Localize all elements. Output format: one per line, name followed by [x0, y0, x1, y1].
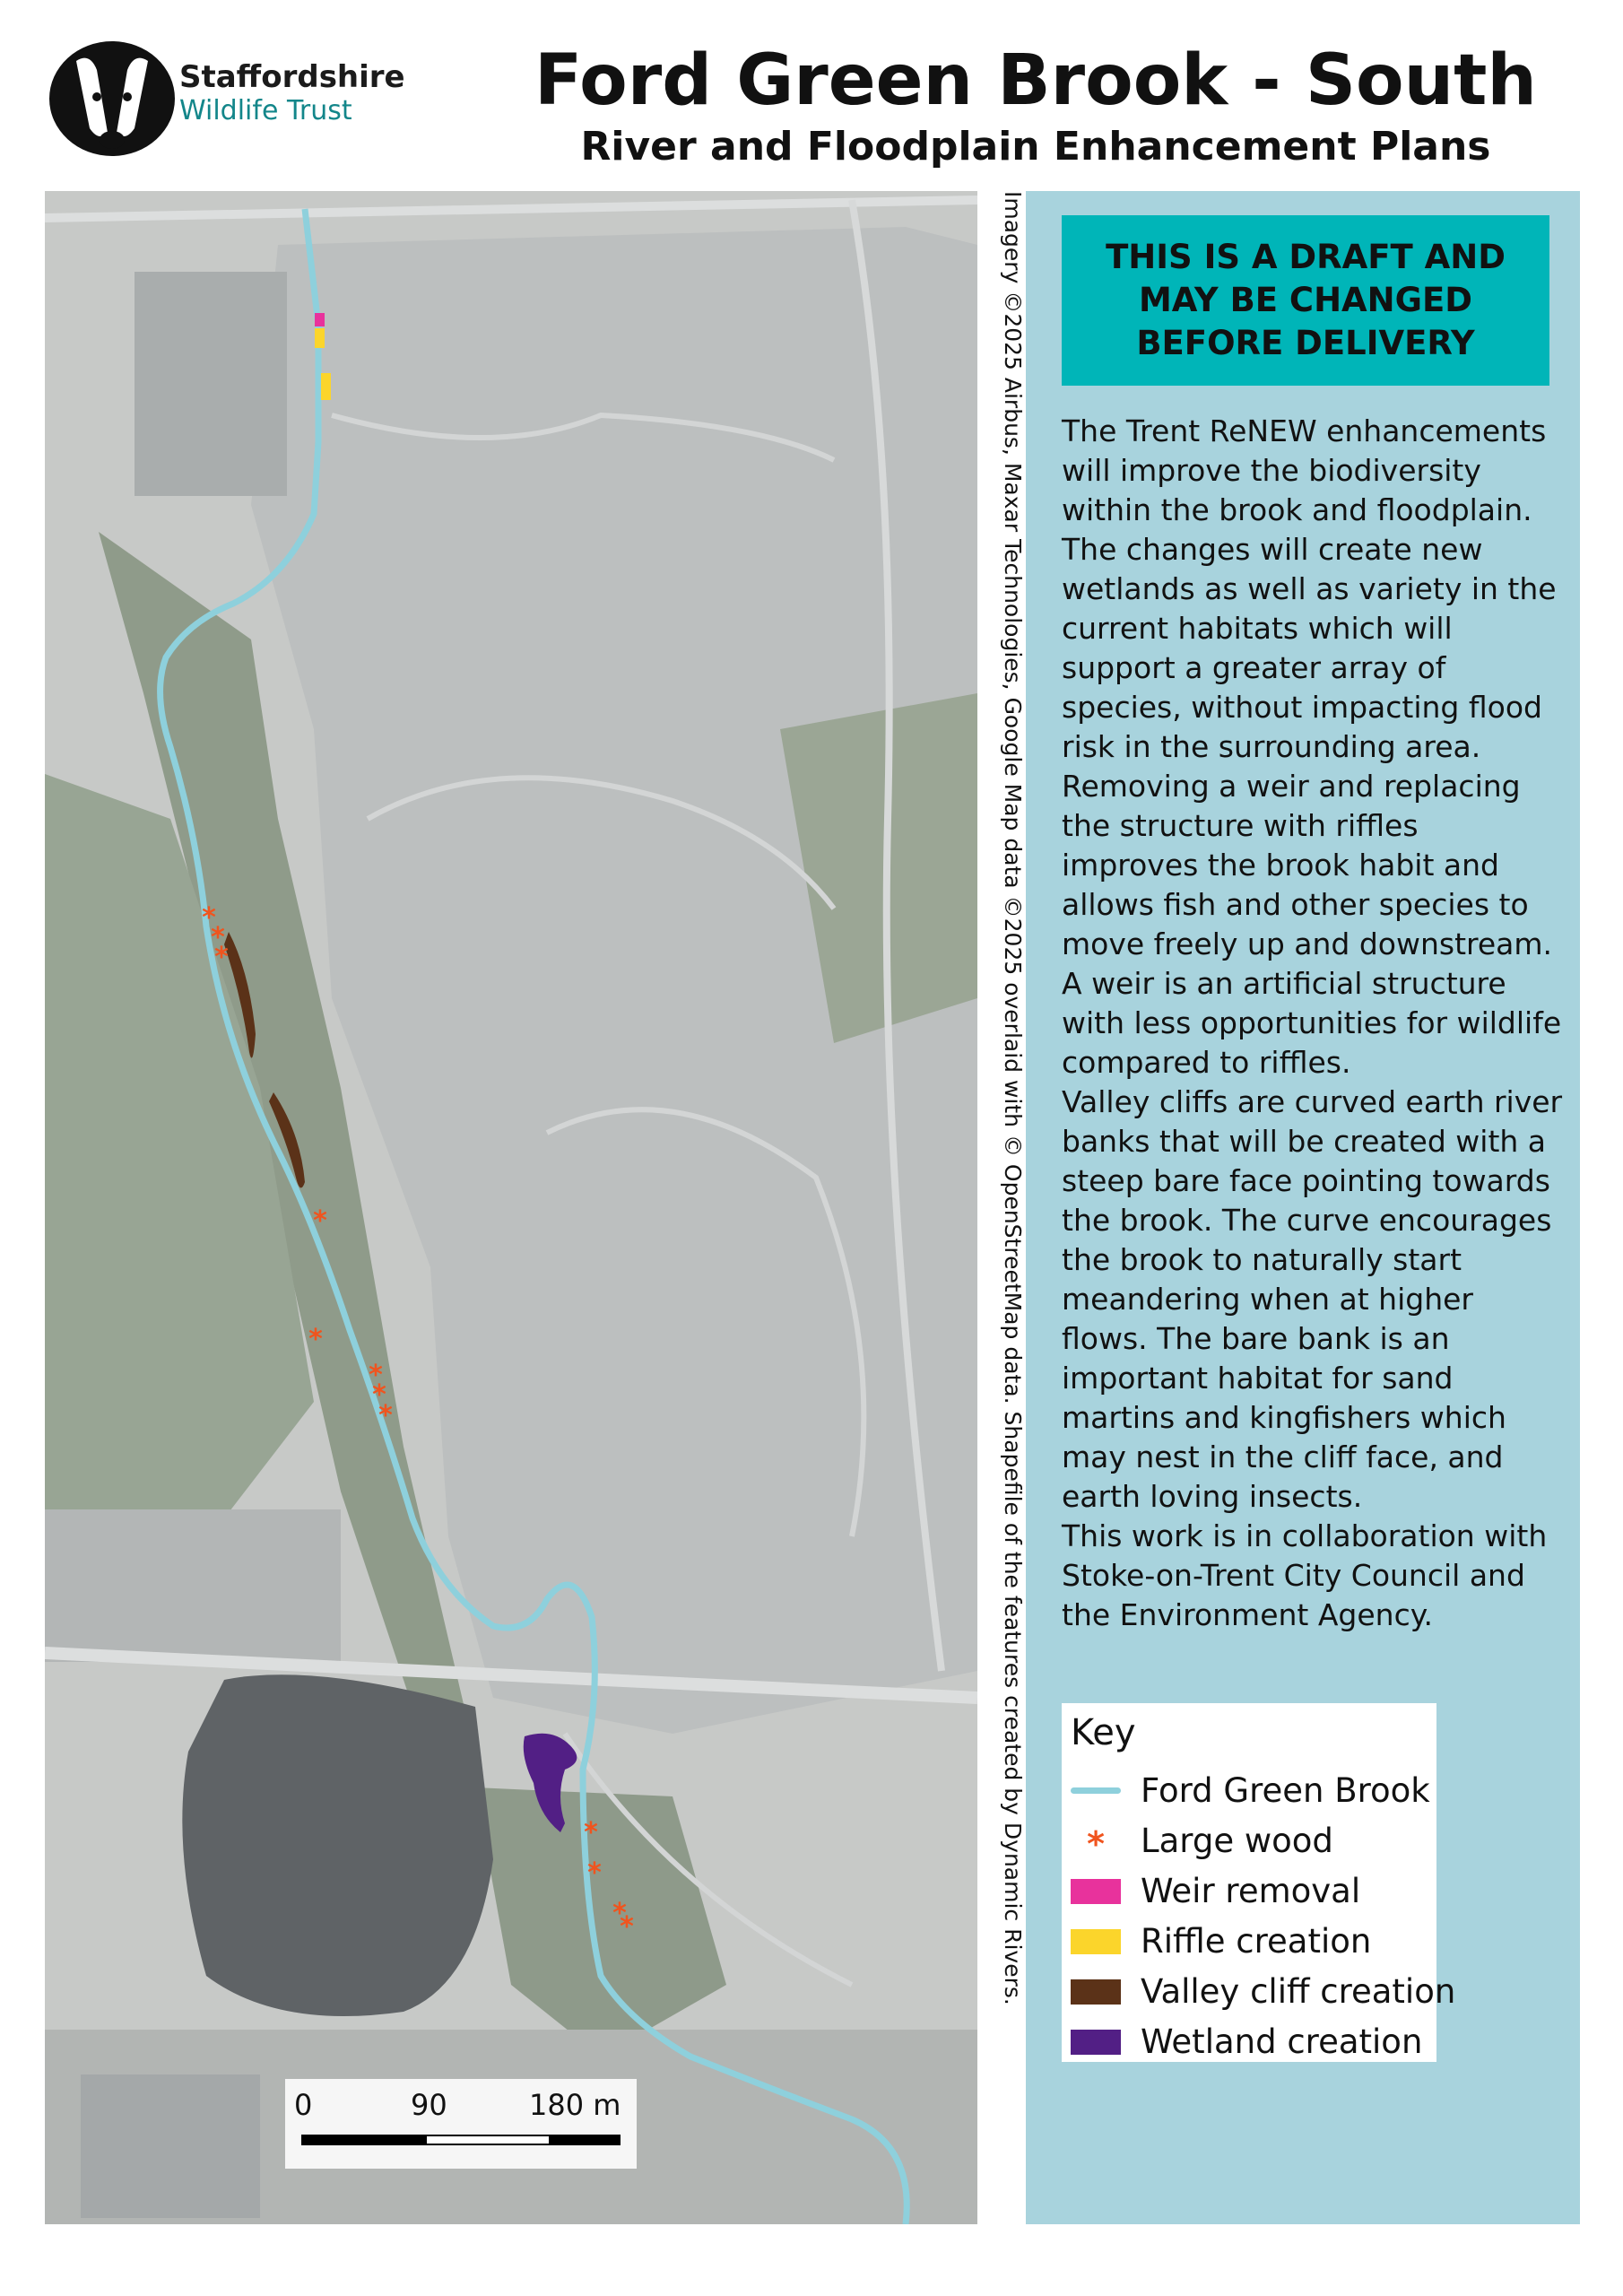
map[interactable]: [45, 191, 977, 2224]
scale-segment: [301, 2135, 427, 2145]
weir-removal-marker: [315, 313, 325, 326]
large-wood-marker: *: [620, 1911, 634, 1943]
large-wood-marker: *: [313, 1205, 327, 1237]
key-item-riffle-creation: [1071, 1918, 1429, 1965]
key-label: Ford Green Brook: [1141, 1771, 1430, 1810]
key-label: Weir removal: [1141, 1872, 1361, 1910]
scale-segment: [549, 2135, 621, 2145]
draft-notice: [1062, 215, 1549, 386]
map-key: [1062, 1703, 1456, 2062]
description-text: The Trent ReNEW enhancements will improve the biodiversity within the brook and floodplain. The changes will create new wetlands as well as variety in the current habitats which will support a greater array of species, without impacting flood risk in the surrounding area. Removing a weir and replacing the structure with riffles improves the brook habit and allows fish and other species to move freely up and downstream. A weir is an artificial structure with less opportunities for wildlife compared to riffles. Valley cliffs are curved earth river banks that will be created with a steep bare face pointing towards the brook. The curve encourages the brook to naturally start meandering when at higher flows. The bare bank is an important habitat for sand martins and kingfishers which may nest in the cliff face, and earth loving insects. This work is in collaboration with Stoke-on-Trent City Council and the Environment Agency.: [1062, 413, 1563, 1632]
page-title: Ford Green Brook - South: [534, 40, 1537, 121]
key-label: Large wood: [1141, 1822, 1333, 1860]
info-panel: [1026, 191, 1580, 2224]
draft-notice-text: THIS IS A DRAFT AND MAY BE CHANGED BEFORE DELIVERY: [1106, 238, 1506, 362]
scale-label-180: 180 m: [529, 2088, 621, 2122]
key-item-weir-removal: [1071, 1868, 1429, 1915]
key-item-valley-cliff: [1071, 1969, 1456, 2015]
weir-removal-swatch-icon: [1071, 1879, 1121, 1904]
large-wood-marker: *: [584, 1817, 598, 1848]
org-subname: Wildlife Trust: [179, 95, 352, 126]
org-name: Staffordshire: [179, 59, 405, 95]
scale-segment: [427, 2135, 549, 2145]
large-wood-marker: *: [612, 1898, 627, 1929]
riffle-creation-swatch-icon: [1071, 1929, 1121, 1954]
page-subtitle: River and Floodplain Enhancement Plans: [580, 124, 1491, 170]
large-wood-marker: *: [202, 902, 216, 934]
brook-line-icon: [1071, 1787, 1121, 1794]
large-wood-marker: *: [369, 1360, 383, 1391]
large-wood-marker: *: [378, 1400, 393, 1431]
badger-logo-icon: [45, 34, 179, 160]
riffle-creation-marker: [321, 373, 331, 400]
key-label: Riffle creation: [1141, 1922, 1372, 1961]
key-title: Key: [1071, 1712, 1136, 1753]
key-label: Valley cliff creation: [1141, 1972, 1456, 2011]
staffordshire-wildlife-trust-logo: [45, 34, 421, 160]
scale-label-0: 0: [294, 2088, 313, 2122]
key-item-large-wood: [1071, 1818, 1429, 1865]
asterisk-icon: *: [1087, 1824, 1105, 1864]
large-wood-marker: *: [308, 1324, 323, 1355]
key-label: Wetland creation: [1141, 2022, 1423, 2061]
map-credits: Imagery ©2025 Airbus, Maxar Technologies, Google Map data ©2025 overlaid with © OpenStreetMap data. Shapefile of the features created by Dynamic Rivers.: [1000, 191, 1026, 2005]
scale-label-90: 90: [411, 2088, 447, 2122]
large-wood-marker: *: [214, 942, 229, 973]
large-wood-marker: *: [587, 1857, 602, 1889]
wetland-swatch-icon: [1071, 2030, 1121, 2055]
riffle-creation-marker: [315, 328, 325, 348]
key-item-brook: [1071, 1768, 1429, 1814]
large-wood-marker: *: [372, 1379, 386, 1411]
valley-cliff-swatch-icon: [1071, 1979, 1121, 2005]
large-wood-marker: *: [211, 922, 225, 953]
scale-bar: [285, 2079, 637, 2169]
key-item-wetland: [1071, 2019, 1429, 2066]
